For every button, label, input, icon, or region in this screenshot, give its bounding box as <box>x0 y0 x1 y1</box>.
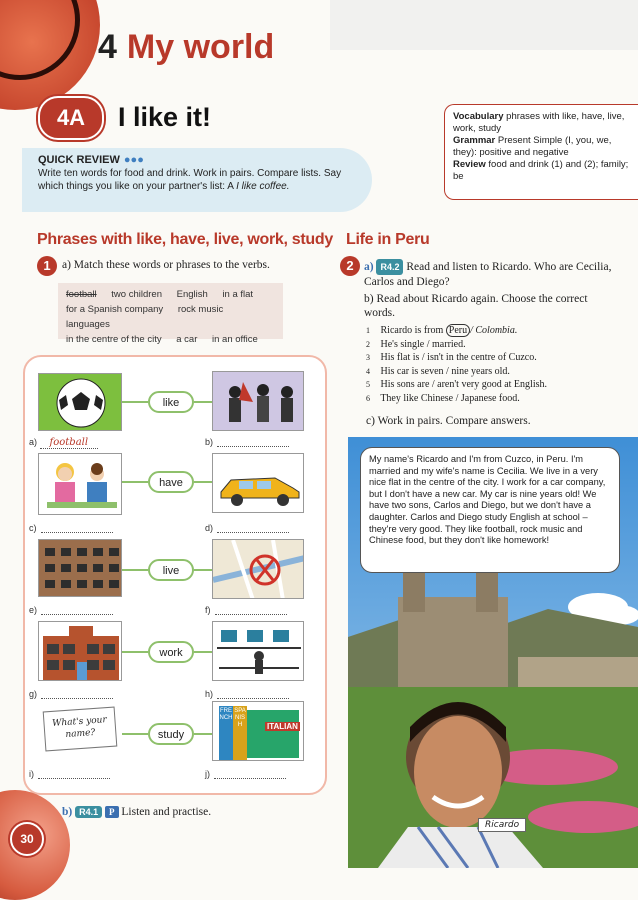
track-r4-1[interactable]: R4.1 <box>75 806 102 818</box>
connector <box>194 481 212 483</box>
answer-g-line[interactable] <box>41 689 113 699</box>
sentence-6-text[interactable]: They like Chinese / Japanese food. <box>380 392 520 404</box>
unit-heading <box>98 28 274 67</box>
answer-j <box>205 769 286 779</box>
sentence-number: 5 <box>366 380 370 389</box>
exercise-1b-label: b) <box>62 806 73 818</box>
connector <box>194 651 212 653</box>
connector <box>122 733 148 735</box>
track-r4-2[interactable]: R4.2 <box>376 259 403 275</box>
sentence-1-start: Ricardo is from <box>380 325 444 336</box>
sentence-3-text[interactable]: His flat is / isn't in the centre of Cuzco. <box>380 352 537 363</box>
section-heading-phrases: Phrases with like, have, live, work, study <box>37 231 333 248</box>
letter-a: a) <box>29 437 38 447</box>
vocab-text: phrases with like, have, live, work, study <box>453 111 625 134</box>
sentence-2-text[interactable]: He's single / married. <box>380 338 466 350</box>
quick-review-text <box>38 167 360 193</box>
letter-g: g) <box>29 689 38 699</box>
answer-h-line[interactable] <box>217 689 289 699</box>
company-building-picture <box>38 621 122 681</box>
answer-e-line[interactable] <box>41 605 113 615</box>
exercise-2-number: 2 <box>340 256 360 276</box>
word-box-row-1 <box>66 287 275 302</box>
quick-review-example: I like coffee. <box>236 181 290 192</box>
answer-d-line[interactable] <box>217 523 289 533</box>
exercise-1b-text: Listen and practise. <box>121 806 212 818</box>
word-languages: languages <box>66 319 110 330</box>
verb-live: live <box>148 559 194 581</box>
quick-review-dots: ●●● <box>123 154 144 166</box>
answer-f-line[interactable] <box>215 605 287 615</box>
book-label-italian: ITALIAN <box>267 722 298 731</box>
quick-review-instructions: Write ten words for food and drink. Work in pairs. Compare lists. Say which things you like on your partner's list: A <box>38 168 342 192</box>
rock-band-picture <box>212 371 304 431</box>
section-heading-life-in-peru: Life in Peru <box>346 231 430 248</box>
word-centre-city: in the centre of the city <box>66 334 162 345</box>
photo-caption: Ricardo <box>478 818 526 832</box>
exercise-2a-text: Read and listen to Ricardo. Who are Cecilia, Carlos and Diego? <box>364 261 612 288</box>
name-sign-text: What's your name? <box>43 707 118 752</box>
vocab-label: Vocabulary <box>453 111 504 122</box>
verb-have: have <box>148 471 194 493</box>
exercise-2a-label: a) <box>364 261 374 273</box>
sentence-4 <box>366 365 636 379</box>
book-spine-french: FRENCH <box>219 708 233 721</box>
letter-d: d) <box>205 523 214 533</box>
sentence-6 <box>366 392 636 406</box>
sentence-number: 1 <box>366 326 370 335</box>
car-picture <box>212 453 304 513</box>
unit-number: 4 <box>98 28 117 66</box>
answer-e <box>29 605 113 615</box>
sentence-3 <box>366 351 636 365</box>
quick-review-label: QUICK REVIEW <box>38 154 120 166</box>
grammar-label: Grammar <box>453 135 496 146</box>
answer-j-line[interactable] <box>214 769 286 779</box>
quick-review-title <box>38 154 360 167</box>
connector <box>194 569 212 571</box>
lesson-aims-box <box>444 104 638 200</box>
answer-d <box>205 523 289 533</box>
letter-c: c) <box>29 523 37 533</box>
football-picture <box>38 373 122 431</box>
name-sign-picture <box>38 703 122 757</box>
verb-study: study <box>148 723 194 745</box>
two-children-picture <box>38 453 122 515</box>
exercise-2a <box>364 259 624 289</box>
word-in-a-flat: in a flat <box>222 289 254 300</box>
answer-c <box>29 523 113 533</box>
matching-panel <box>23 355 327 795</box>
sentence-5 <box>366 378 636 392</box>
sentence-number: 3 <box>366 353 370 362</box>
word-football: football <box>66 289 97 300</box>
exercise-1b <box>62 806 211 818</box>
review-label: Review <box>453 159 486 170</box>
ricardo-speech-bubble: My name's Ricardo and I'm from Cuzco, in Peru. I'm married and my wife's name is Cecilia. We live in a very nice flat in the centre of the city. I work for a car company, but I don't have a new car. My car is nine years old! We have two sons, Carlos and Diego, but we don't have a daughter. Carlos and Diego study English at school – they're very good. They like football, rock music and Chinese food, but they don't like homework! <box>360 447 620 573</box>
sentence-4-text[interactable]: His car is seven / nine years old. <box>380 365 510 377</box>
sentence-number: 4 <box>366 366 370 376</box>
answer-c-line[interactable] <box>41 523 113 533</box>
answer-b <box>205 437 289 447</box>
letter-b: b) <box>205 437 214 447</box>
word-two-children: two children <box>111 289 162 300</box>
connector <box>122 569 148 571</box>
connector <box>122 481 148 483</box>
word-rock-music: rock music <box>177 304 224 315</box>
answer-b-line[interactable] <box>217 437 289 447</box>
sentence-5-text[interactable]: His sons are / aren't very good at English. <box>380 379 547 390</box>
connector <box>122 401 148 403</box>
connector <box>194 733 212 735</box>
letter-h: h) <box>205 689 214 699</box>
word-box <box>58 283 283 345</box>
sentence-1-circled-answer[interactable]: Peru <box>446 324 470 337</box>
answer-a <box>29 437 98 448</box>
letter-j: j) <box>205 769 210 779</box>
answer-g <box>29 689 113 699</box>
answer-a-text: football <box>40 437 99 449</box>
answer-i-line[interactable] <box>38 769 110 779</box>
lesson-badge: 4A <box>38 96 104 140</box>
language-books-picture <box>212 701 304 761</box>
quick-review-box <box>22 148 372 212</box>
exercise-1a-instruction: a) Match these words or phrases to the verbs. <box>62 259 270 271</box>
sentence-2 <box>366 338 636 352</box>
review-text: food and drink (1) and (2); family; be <box>453 159 629 182</box>
answer-h <box>205 689 289 699</box>
word-a-car: a car <box>176 334 198 345</box>
unit-title: My world <box>126 28 275 66</box>
verb-like: like <box>148 391 194 413</box>
page-number: 30 <box>10 822 44 856</box>
sentence-1-option[interactable]: / Colombia. <box>470 325 518 336</box>
word-box-row-3 <box>66 332 275 347</box>
exercise-1-number: 1 <box>37 256 57 276</box>
word-english: English <box>176 289 208 300</box>
exercise-2b-instruction: b) Read about Ricardo again. Choose the correct words. <box>364 293 588 319</box>
book-spine-spanish: SPANISH <box>234 708 246 728</box>
answer-i <box>29 769 110 779</box>
connector <box>122 651 148 653</box>
letter-e: e) <box>29 605 38 615</box>
grammar-text: Present Simple (I, you, we, they): positive and negative <box>453 135 612 158</box>
sentence-list <box>366 324 636 405</box>
top-strip <box>330 0 638 50</box>
letter-f: f) <box>205 605 211 615</box>
city-map-picture <box>212 539 304 599</box>
exercise-2c-instruction: c) Work in pairs. Compare answers. <box>366 415 531 427</box>
sentence-1 <box>366 324 636 338</box>
verb-work: work <box>148 641 194 663</box>
apartment-building-picture <box>38 539 122 597</box>
office-picture <box>212 621 304 681</box>
answer-f <box>205 605 287 615</box>
letter-i: i) <box>29 769 34 779</box>
pronunciation-icon: P <box>105 806 119 818</box>
lesson-title: I like it! <box>118 102 212 132</box>
word-box-row-2 <box>66 302 275 332</box>
word-in-an-office: in an office <box>212 334 258 345</box>
sentence-number: 6 <box>366 393 370 403</box>
word-spanish-company: for a Spanish company <box>66 304 164 315</box>
sentence-number: 2 <box>366 339 370 349</box>
connector <box>194 401 212 403</box>
